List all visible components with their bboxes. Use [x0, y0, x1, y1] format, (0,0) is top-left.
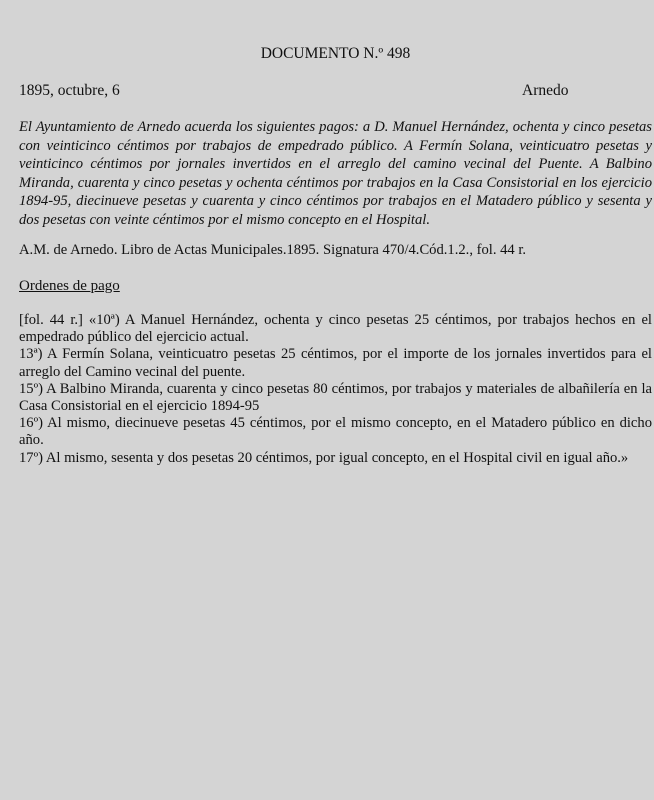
- document-place: Arnedo: [522, 82, 569, 99]
- payment-orders: [19, 312, 652, 467]
- payment-entry: 15º) A Balbino Miranda, cuarenta y cinco pesetas 80 céntimos, por trabajos y materiales de albañilería en la Casa Consistorial en el ejercicio 1894-95: [19, 380, 652, 415]
- payment-entry: [fol. 44 r.] «10ª) A Manuel Hernández, ochenta y cinco pesetas 25 céntimos, por trabajos hechos en el empedrado público del ejercicio actual.: [19, 312, 652, 346]
- dateline: [19, 81, 652, 101]
- archival-source: A.M. de Arnedo. Libro de Actas Municipales.1895. Signatura 470/4.Cód.1.2., fol. 44 r.: [19, 242, 527, 258]
- payment-entry: 13ª) A Fermín Solana, veinticuatro pesetas 25 céntimos, por el importe de los jornales invertidos para el arreglo del Camino vecinal del puente.: [19, 346, 652, 380]
- document-title: DOCUMENTO N.º 498: [260, 45, 411, 62]
- payment-entry: 17º) Al mismo, sesenta y dos pesetas 20 céntimos, por igual concepto, en el Hospital civil en igual año.»: [19, 449, 629, 466]
- payment-entry: 16º) Al mismo, diecinueve pesetas 45 céntimos, por el mismo concepto, en el Matadero público en dicho año.: [19, 415, 652, 449]
- section-heading: Ordenes de pago: [19, 278, 120, 294]
- document-date: 1895, octubre, 6: [19, 82, 120, 99]
- document-summary: El Ayuntamiento de Arnedo acuerda los siguientes pagos: a D. Manuel Hernández, ochenta y cinco pesetas con veinticinco céntimos por trabajos de empedrado público. A Fermín Solana, veinticuatro pesetas y veinticinco céntimos por jornales invertidos en el arreglo del camino vecinal del Puente. A Balbino Miranda, cuarenta y cinco pesetas y ochenta céntimos por trabajos en la Casa Consistorial en los ejercicio 1894-95, diecinueve pesetas y cuarenta y cinco céntimos por trabajos en el Matadero público y sesenta y dos pesetas con veinte céntimos por el mismo concepto en el Hospital.: [19, 119, 652, 228]
